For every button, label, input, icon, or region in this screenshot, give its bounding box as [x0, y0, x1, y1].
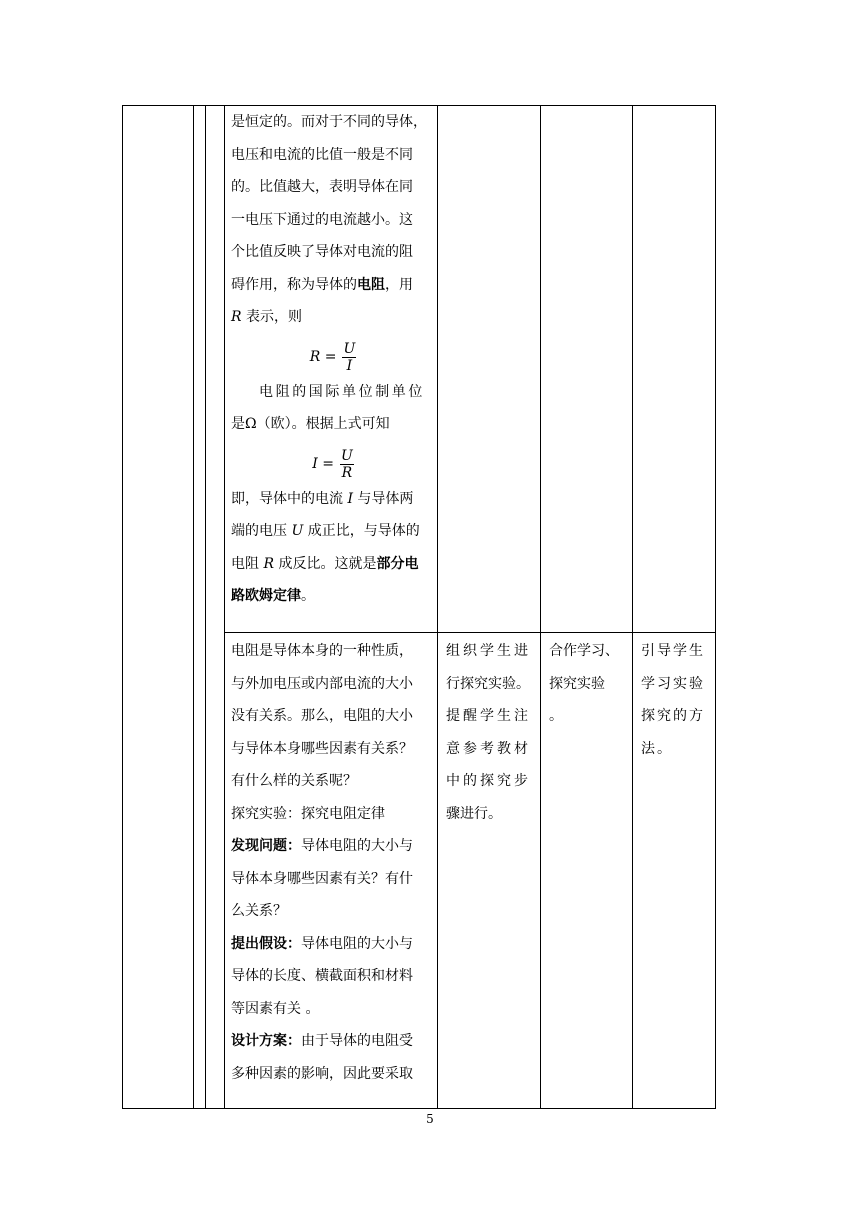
text-line: 没有关系。那么，电阻的大小 [231, 708, 413, 724]
text-line: 。 [549, 708, 563, 724]
text-line: 等因素有关 。 [231, 1000, 320, 1017]
text-line: 引导学生 [641, 643, 705, 659]
text-line: 发现问题：导体电阻的大小与 [231, 838, 413, 854]
row1-content-cell [231, 106, 435, 613]
label-question: 发现问题： [231, 838, 301, 854]
column-border [205, 105, 206, 1109]
text-line: 意参考教材 [446, 740, 531, 757]
column-border [122, 105, 123, 1109]
text-line: 碍作用，称为导体的电阻，用 [231, 276, 413, 293]
text-line: 电阻的国际单位制单位 [259, 383, 425, 400]
formula-ohms-law: I = $\frac{U}{R}$ [312, 448, 353, 481]
column-border [540, 105, 541, 1109]
text-line: 设计方案：由于导体的电阻受 [231, 1033, 413, 1049]
text-line: 提出假设：导体电阻的大小与 [231, 935, 413, 952]
text-line: 中的探究步 [446, 773, 531, 789]
text-line: 探究实验 [549, 675, 605, 692]
text-line: 多种因素的影响，因此要采取 [231, 1065, 413, 1082]
column-border [193, 105, 194, 1109]
text-line: 合作学习、 [549, 643, 619, 659]
column-border [224, 105, 225, 1109]
text-line: 有什么样的关系呢？ [231, 773, 357, 789]
text-line: 电阻是导体本身的一种性质， [231, 643, 413, 659]
row2-teacher-cell [446, 635, 538, 830]
text-line: 行探究实验。 [446, 675, 530, 692]
text-line: 即，导体中的电流 I 与导体两 [231, 490, 414, 507]
row2-intent-cell [641, 635, 714, 765]
text-line: 组织学生进 [446, 643, 531, 659]
text-line: 端的电压 U 成正比，与导体的 [231, 523, 420, 539]
text-line: 导体本身哪些因素有关？有什 [231, 870, 413, 887]
text-line: 提醒学生注 [446, 708, 531, 724]
label-design: 设计方案： [231, 1033, 301, 1049]
row2-content-cell [231, 635, 435, 1090]
column-border [715, 105, 716, 1109]
term-resistance: 电阻 [357, 276, 385, 293]
text-line: 的。比值越大，表明导体在同 [231, 179, 413, 195]
label-hypothesis: 提出假设： [231, 935, 301, 952]
column-border [437, 105, 438, 1109]
text-line: 一电压下通过的电流越小。这 [231, 211, 413, 228]
text-line: 探究实验：探究电阻定律 [231, 805, 385, 822]
text-line: 法。 [641, 740, 673, 757]
text-line: 与导体本身哪些因素有关系？ [231, 740, 413, 757]
text-line: 是恒定的。而对于不同的导体， [231, 114, 427, 130]
text-line: R 表示，则 [231, 309, 302, 325]
text-line: 骤进行。 [446, 805, 502, 822]
text-line: 电压和电流的比值一般是不同 [231, 146, 413, 163]
text-line: 么关系？ [231, 903, 287, 919]
text-line: 个比值反映了导体对电流的阻 [231, 244, 413, 260]
row-divider [224, 632, 715, 633]
table-bottom-border [122, 1108, 715, 1109]
text-line: 电阻 R 成反比。这就是部分电 [231, 555, 419, 572]
row2-student-cell [549, 635, 631, 733]
term-ohms-law: 路欧姆定律 [231, 588, 301, 604]
text-line: 探究的方 [641, 708, 705, 724]
page-number: 5 [426, 1112, 434, 1126]
formula-resistance: R = $\frac{U}{I}$ [309, 341, 356, 374]
column-border [632, 105, 633, 1109]
text-line: 学习实验 [641, 675, 705, 692]
text-line: 路欧姆定律。 [231, 588, 315, 604]
text-line: 导体的长度、横截面积和材料 [231, 968, 413, 984]
text-line: 与外加电压或内部电流的大小 [231, 675, 413, 692]
text-line: 是Ω（欧）。根据上式可知 [231, 416, 390, 432]
